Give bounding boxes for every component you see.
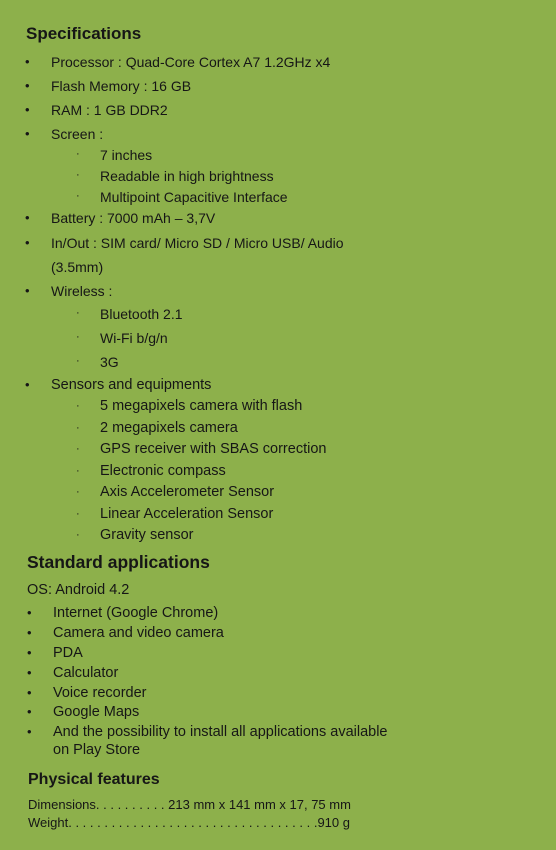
application-item: Google Maps bbox=[53, 704, 140, 720]
sub-bullet: · bbox=[76, 169, 80, 181]
dimensions-line: Dimensions. . . . . . . . . . 213 mm x 141 mm x 17, 75 mm bbox=[28, 797, 351, 812]
wireless-item: Bluetooth 2.1 bbox=[100, 306, 183, 322]
sensor-item: GPS receiver with SBAS correction bbox=[100, 441, 327, 457]
sub-bullet: · bbox=[76, 529, 80, 541]
bullet: • bbox=[27, 724, 32, 739]
application-item: PDA bbox=[53, 645, 83, 661]
sub-bullet: · bbox=[76, 465, 80, 477]
bullet: • bbox=[25, 126, 30, 141]
application-item: Voice recorder bbox=[53, 685, 147, 701]
screen-item: Readable in high brightness bbox=[100, 168, 274, 184]
screen-item: 7 inches bbox=[100, 147, 153, 163]
sub-bullet: · bbox=[76, 486, 80, 498]
application-item: Camera and video camera bbox=[53, 625, 224, 641]
bullet: • bbox=[27, 645, 32, 660]
bullet: • bbox=[25, 54, 30, 69]
sensor-item: 2 megapixels camera bbox=[100, 420, 238, 436]
os-version: OS: Android 4.2 bbox=[27, 582, 130, 598]
bullet: • bbox=[25, 377, 30, 392]
application-item-continued: on Play Store bbox=[53, 742, 141, 758]
bullet: • bbox=[27, 704, 32, 719]
bullet: • bbox=[25, 102, 30, 117]
sensor-item: Electronic compass bbox=[100, 463, 226, 479]
specifications-heading: Specifications bbox=[26, 24, 142, 43]
spec-wireless: Wireless : bbox=[51, 283, 113, 299]
bullet: • bbox=[27, 625, 32, 640]
spec-io: In/Out : SIM card/ Micro SD / Micro USB/ Audio bbox=[51, 235, 344, 251]
spec-ram: RAM : 1 GB DDR2 bbox=[51, 102, 168, 118]
sub-bullet: · bbox=[76, 307, 80, 319]
spec-processor: Processor : Quad-Core Cortex A7 1.2GHz x4 bbox=[51, 54, 331, 70]
bullet: • bbox=[25, 210, 30, 225]
sub-bullet: · bbox=[76, 148, 80, 160]
application-item: Internet (Google Chrome) bbox=[53, 605, 219, 621]
sub-bullet: · bbox=[76, 400, 80, 412]
spec-screen: Screen : bbox=[51, 126, 104, 142]
sensor-item: 5 megapixels camera with flash bbox=[100, 398, 303, 414]
standard-applications-heading: Standard applications bbox=[27, 552, 210, 572]
application-item: And the possibility to install all applications available bbox=[53, 724, 388, 740]
wireless-item: Wi-Fi b/g/n bbox=[100, 330, 168, 346]
wireless-item: 3G bbox=[100, 354, 119, 370]
sensor-item: Linear Acceleration Sensor bbox=[100, 506, 274, 522]
sub-bullet: · bbox=[76, 190, 80, 202]
application-item: Calculator bbox=[53, 665, 119, 681]
bullet: • bbox=[27, 605, 32, 620]
bullet: • bbox=[27, 685, 32, 700]
sub-bullet: · bbox=[76, 331, 80, 343]
sub-bullet: · bbox=[76, 355, 80, 367]
sub-bullet: · bbox=[76, 508, 80, 520]
spec-io-continued: (3.5mm) bbox=[51, 259, 104, 275]
bullet: • bbox=[25, 78, 30, 93]
sub-bullet: · bbox=[76, 443, 80, 455]
bullet: • bbox=[25, 235, 30, 250]
sub-bullet: · bbox=[76, 422, 80, 434]
bullet: • bbox=[27, 665, 32, 680]
bullet: • bbox=[25, 283, 30, 298]
sensor-item: Gravity sensor bbox=[100, 527, 194, 543]
spec-flash-memory: Flash Memory : 16 GB bbox=[51, 78, 192, 94]
weight-line: Weight. . . . . . . . . . . . . . . . . . . . . . . . . . . . . . . . . . .910 g bbox=[28, 815, 350, 830]
physical-features-heading: Physical features bbox=[28, 771, 160, 788]
spec-battery: Battery : 7000 mAh – 3,7V bbox=[51, 210, 216, 226]
spec-sensors: Sensors and equipments bbox=[51, 377, 212, 393]
screen-item: Multipoint Capacitive Interface bbox=[100, 189, 288, 205]
sensor-item: Axis Accelerometer Sensor bbox=[100, 484, 275, 500]
